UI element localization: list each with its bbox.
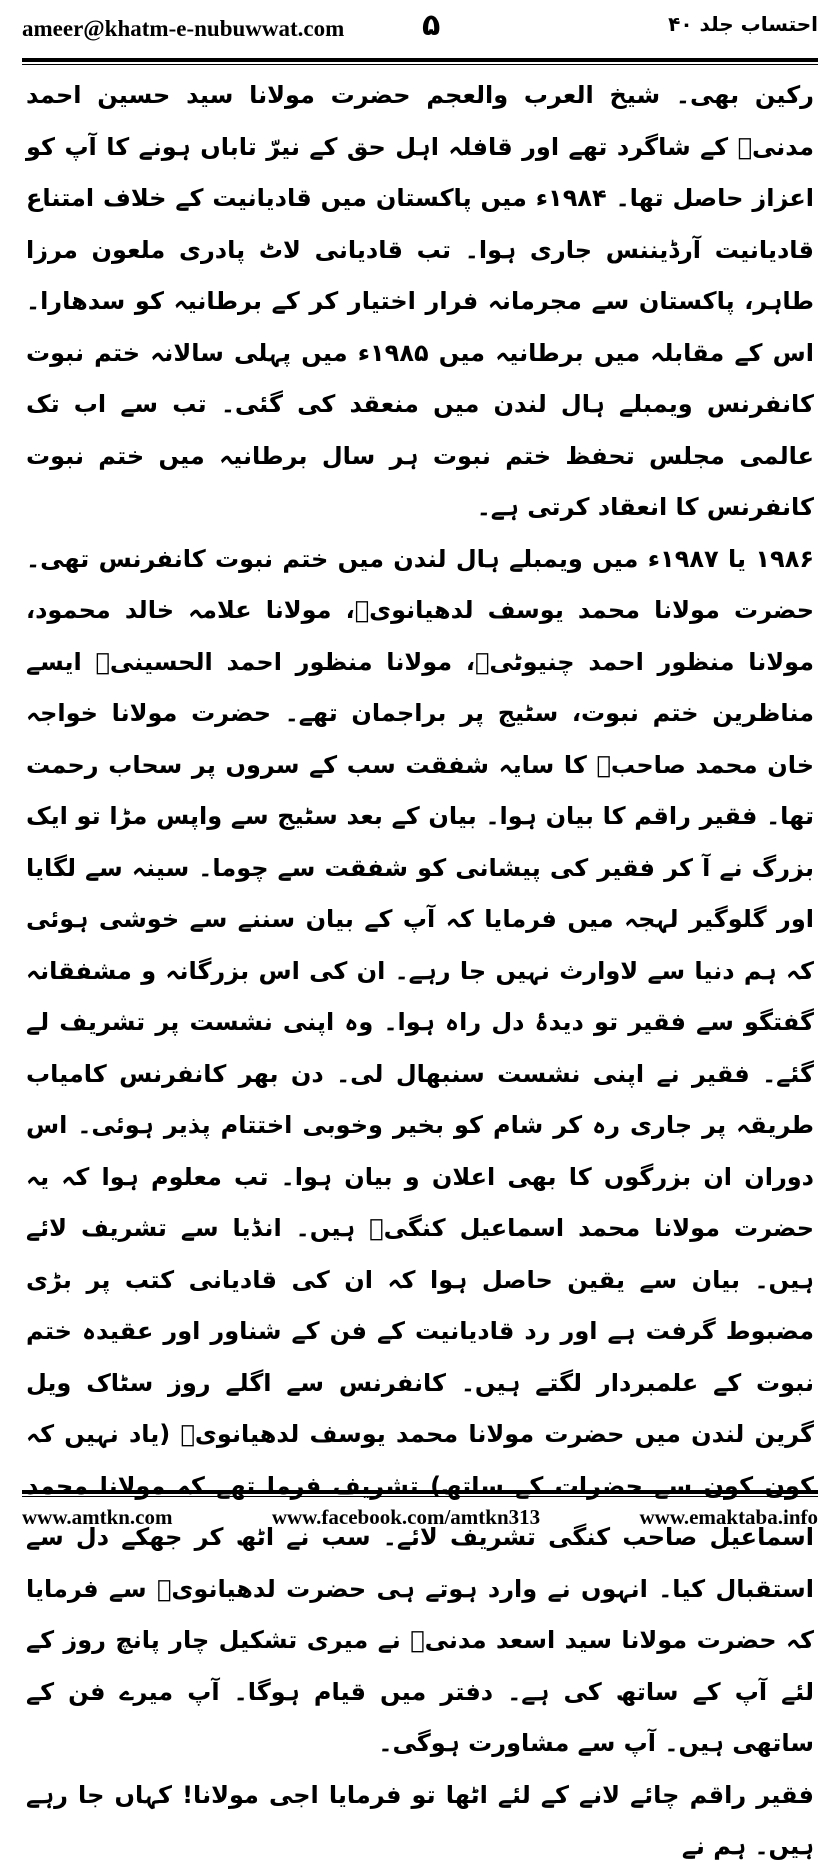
- header-rule: [22, 58, 818, 65]
- paragraph-1: رکین بھی۔ شیخ العرب والعجم حضرت مولانا سید حسین احمد مدنیؒ کے شاگرد تھے اور قافلہ اہل حق کے نیرّ تاباں ہونے کا آپ کو اعزاز حاصل تھا۔ ۱۹۸۴ء میں پاکستان میں قادیانیت کے خلاف امتناع قادیانیت آرڈیننس جاری ہوا۔ تب قادیانی لاٹ پادری ملعون مرزا طاہر، پاکستان سے مجرمانہ فرار اختیار کر کے برطانیہ کو سدھارا۔ اس کے مقابلہ میں برطانیہ میں ۱۹۸۵ء میں پہلی سالانہ ختم نبوت کانفرنس ویمبلے ہال لندن میں منعقد کی گئی۔ تب سے اب تک عالمی مجلس تحفظ ختم نبوت ہر سال برطانیہ میں ختم نبوت کانفرنس کا انعقاد کرتی ہے۔: [26, 81, 814, 521]
- page-number: ۵: [422, 8, 441, 43]
- footer-link-facebook[interactable]: www.facebook.com/amtkn313: [271, 1504, 541, 1529]
- footer-rule: [22, 1490, 818, 1497]
- page-header: [22, 10, 818, 54]
- paragraph-3: فقیر راقم چائے لانے کے لئے اٹھا تو فرمایا اجی مولانا! کہاں جا رہے ہیں۔ ہم نے: [26, 1780, 815, 1860]
- footer-link-emaktaba[interactable]: www.emaktaba.info: [639, 1504, 818, 1529]
- paragraph-2: ۱۹۸۶ یا ۱۹۸۷ء میں ویمبلے ہال لندن میں ختم نبوت کانفرنس تھی۔ حضرت مولانا محمد یوسف لدھیانویؒ، مولانا علامہ خالد محمود، مولانا منظور احمد چنیوٹیؒ، مولانا منظور احمد الحسینیؒ ایسے مناظرین ختم نبوت، سٹیج پر براجمان تھے۔ حضرت مولانا خواجہ خان محمد صاحبؒ کا سایہ شفقت سب کے سروں پر سحاب رحمت تھا۔ فقیر راقم کا بیان ہوا۔ بیان کے بعد سٹیج سے واپس مڑا تو ایک بزرگ نے آ کر فقیر کی پیشانی کو شفقت سے چوما۔ سینہ سے لگایا اور گلوگیر لہجہ میں فرمایا کہ آپ کے بیان سننے سے خوشی ہوئی کہ ہم دنیا سے لاوارث نہیں جا رہے۔ ان کی اس بزرگانہ و مشفقانہ گفتگو سے فقیر تو دیدۂ دل راہ ہوا۔ وہ اپنی نشست پر تشریف لے گئے۔ فقیر نے اپنی نشست سنبھال لی۔ دن بھر کانفرنس کامیاب طریقہ پر جاری رہ کر شام کو بخیر وخوبی اختتام پذیر ہوئی۔ اس دوران ان بزرگوں کا بھی اعلان و بیان ہوا۔ تب معلوم ہوا کہ یہ حضرت مولانا محمد اسماعیل کنگیؒ ہیں۔ انڈیا سے تشریف لائے ہیں۔ بیان سے یقین حاصل ہوا کہ ان کی قادیانی کتب پر بڑی مضبوط گرفت ہے اور رد قادیانیت کے فن کے شناور اور عقیدہ ختم نبوت کے علمبردار لگتے ہیں۔ کانفرنس سے اگلے روز سٹاک ویل گرین لندن میں حضرت مولانا محمد یوسف لدھیانویؒ (یاد نہیں کہ کون کون سے حضرات کے ساتھ) تشریف فرما تھے کہ مولانا محمد اسماعیل صاحب کنگی تشریف لائے۔ سب نے اٹھ کر جھکے دل سے استقبال کیا۔ انہوں نے وارد ہوتے ہی حضرت لدھیانویؒ سے فرمایا کہ حضرت مولانا سید اسعد مدنیؒ نے میری تشکیل چار پانچ روز کے لئے آپ کے ساتھ کی ہے۔ دفتر میں قیام ہوگا۔ آپ میرے فن کے ساتھی ہیں۔ آپ سے مشاورت ہوگی۔: [26, 544, 814, 1757]
- page-footer: [22, 1500, 818, 1534]
- header-email[interactable]: ameer@khatm-e-nubuwwat.com: [22, 16, 345, 41]
- footer-link-amtkn[interactable]: www.amtkn.com: [22, 1504, 173, 1529]
- book-title: احتساب جلد ۴۰: [668, 12, 818, 36]
